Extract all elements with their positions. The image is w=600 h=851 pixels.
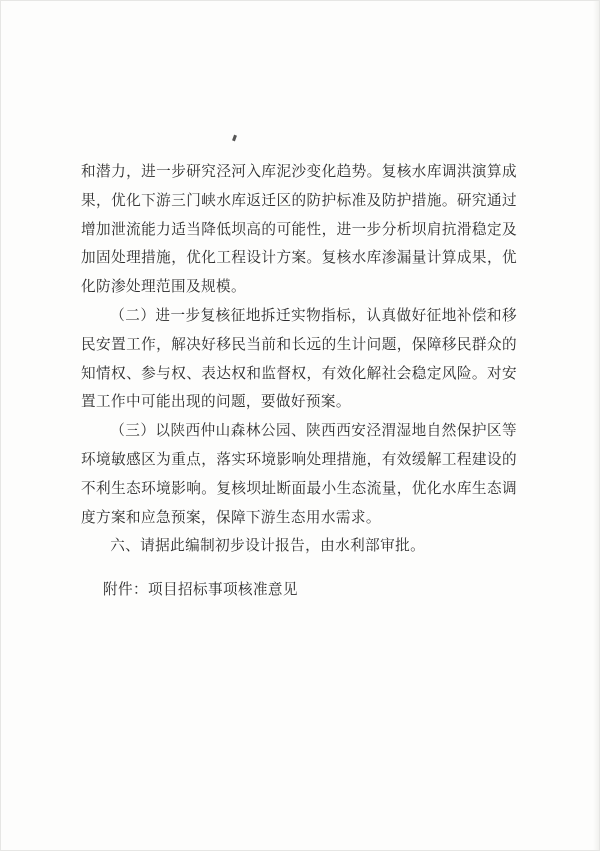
paragraph-resettlement: （二）进一步复核征地拆迁实物指标，认真做好征地补偿和移民安置工作，解决好移民当前和长远的生计问题，保障移民群众的知情权、参与权、表达权和监督权，有效化解社会稳定风险。对安置工作中可能出现的问题，要做好预案。 [81, 306, 517, 411]
scan-edge-shadow [593, 1, 599, 850]
paragraph-environment: （三）以陕西仲山森林公园、陕西西安泾渭湿地自然保护区等环境敏感区为重点，落实环境影响处理措施，有效缓解工程建设的不利生态环境影响。复核坝址断面最小生态流量，优化水库生态调度方案和应急预案，保障下游生态用水需求。 [81, 422, 517, 526]
attachment-line: 附件：项目招标事项核准意见 [103, 581, 298, 598]
scan-speck [232, 135, 237, 142]
paragraph-continuation: 和潜力，进一步研究泾河入库泥沙变化趋势。复核水库调洪演算成果，优化下游三门峡水库返迁区的防护标准及防护措施。研究通过增加泄流能力适当降低坝高的可能性，进一步分析坝肩抗滑稳定及加固处理措施，优化工程设计方案。复核水库渗漏量计算成果，优化防渗处理范围及规模。 [81, 163, 517, 296]
paragraph-instruction: 六、请据此编制初步设计报告，由水利部审批。 [110, 537, 426, 555]
document-body [81, 158, 517, 561]
